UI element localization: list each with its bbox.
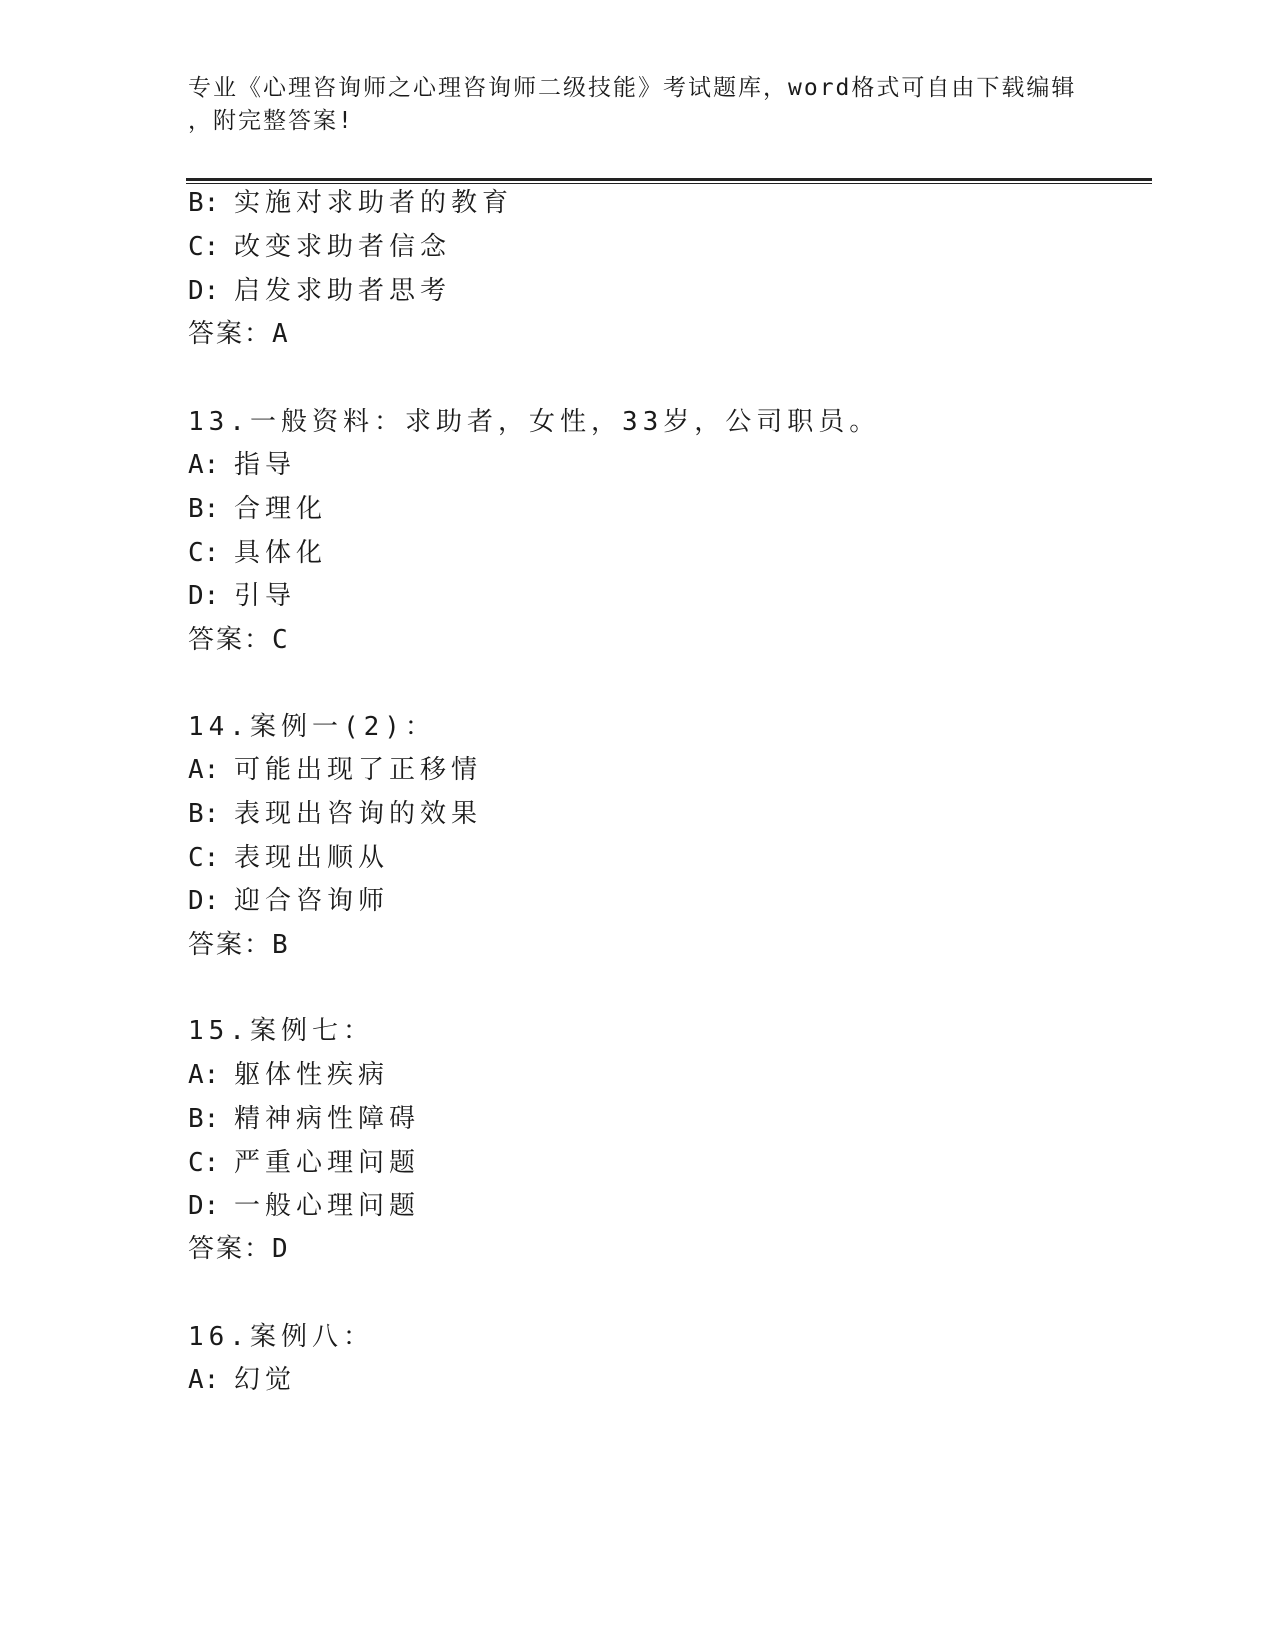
option-text: 迎合咨询师 (234, 886, 390, 916)
option-line (188, 884, 389, 918)
header-line-2: ，附完整答案! (188, 108, 354, 134)
option-line (188, 1102, 420, 1136)
option-text: 合理化 (234, 494, 328, 524)
option-text: 表现出顺从 (234, 843, 390, 873)
option-key: C: (188, 843, 220, 873)
option-text: 实施对求助者的教育 (234, 188, 514, 218)
option-line (188, 1363, 296, 1397)
option-line (188, 841, 389, 875)
option-text: 精神病性障碍 (234, 1104, 421, 1134)
option-line (188, 536, 327, 570)
answer-line: 答案：D (188, 1234, 290, 1264)
option-text: 指导 (234, 450, 297, 480)
option-line (188, 797, 482, 831)
option-text: 改变求助者信念 (234, 232, 452, 262)
option-text: 幻觉 (234, 1365, 297, 1395)
option-text: 一般心理问题 (234, 1191, 421, 1221)
option-key: C: (188, 538, 220, 568)
option-key: B: (188, 494, 220, 524)
option-key: C: (188, 232, 220, 262)
option-text: 启发求助者思考 (234, 276, 452, 306)
option-key: B: (188, 1104, 220, 1134)
question-title: 16.案例八： (188, 1322, 374, 1352)
option-text: 引导 (234, 581, 297, 611)
option-key: B: (188, 188, 220, 218)
option-line (188, 186, 513, 220)
option-line (188, 1189, 420, 1223)
option-line (188, 753, 482, 787)
option-line (188, 492, 327, 526)
answer-line: 答案：A (188, 319, 290, 349)
option-key: C: (188, 1148, 220, 1178)
option-text: 严重心理问题 (234, 1148, 421, 1178)
option-text: 表现出咨询的效果 (234, 799, 483, 829)
option-text: 躯体性疾病 (234, 1060, 390, 1090)
option-key: A: (188, 1365, 220, 1395)
option-key: D: (188, 886, 220, 916)
option-key: A: (188, 1060, 220, 1090)
answer-line: 答案：C (188, 625, 290, 655)
option-key: D: (188, 276, 220, 306)
option-line (188, 274, 451, 308)
question-title: 14.案例一(2)： (188, 712, 436, 742)
option-line (188, 448, 296, 482)
option-line (188, 579, 296, 613)
option-text: 具体化 (234, 538, 328, 568)
header-line-1: 专业《心理咨询师之心理咨询师二级技能》考试题库，word格式可自由下载编辑 (188, 75, 1077, 101)
option-line (188, 230, 451, 264)
option-key: B: (188, 799, 220, 829)
option-key: D: (188, 1191, 220, 1221)
option-line (188, 1058, 389, 1092)
answer-line: 答案：B (188, 930, 290, 960)
option-key: D: (188, 581, 220, 611)
question-title: 13.一般资料：求助者，女性，33岁，公司职员。 (188, 407, 881, 437)
option-text: 可能出现了正移情 (234, 755, 483, 785)
option-line (188, 1146, 420, 1180)
header-text (188, 72, 1088, 138)
option-key: A: (188, 755, 220, 785)
header-divider (186, 178, 1152, 184)
question-title: 15.案例七： (188, 1016, 374, 1046)
option-key: A: (188, 450, 220, 480)
